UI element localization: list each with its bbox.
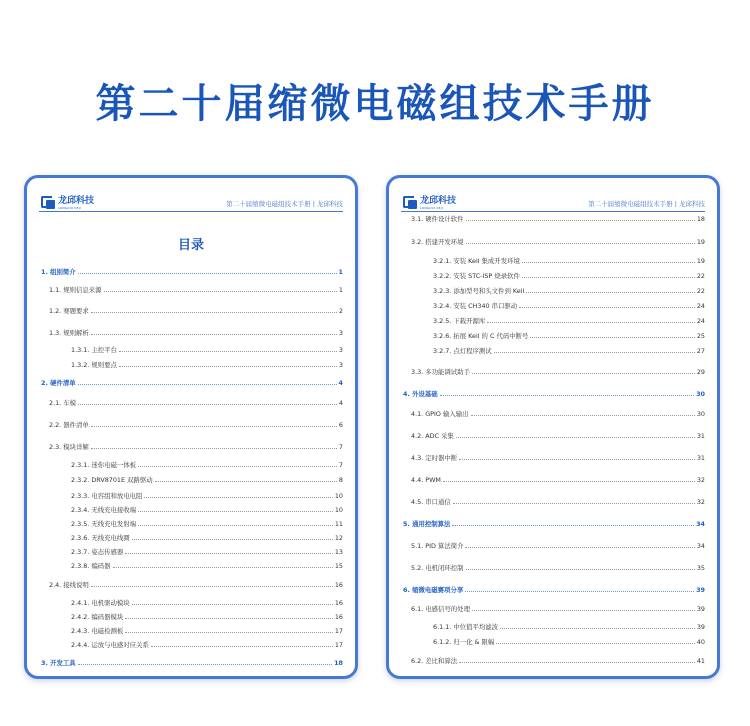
toc-entry[interactable] <box>403 563 705 573</box>
toc-entry-title: 2.2. 器件清单 <box>49 421 89 429</box>
toc-entry-page: 35 <box>696 564 705 572</box>
toc-entry-title: 1.3.1. 主控平台 <box>71 346 117 354</box>
toc-entry[interactable] <box>41 598 343 608</box>
toc-entry-title: 1.3. 规则解析 <box>49 329 89 337</box>
toc-entry[interactable] <box>403 346 705 356</box>
toc-entry[interactable] <box>403 622 705 632</box>
toc-entry-page: 41 <box>696 657 705 665</box>
toc-entry-title: 3.2.7. 点灯程序测试 <box>433 347 492 355</box>
toc-entry-page: 30 <box>696 410 705 418</box>
toc-entry-page: 13 <box>334 548 343 556</box>
toc-entry-page: 16 <box>334 613 343 621</box>
toc-entry-page: 8 <box>338 476 343 484</box>
toc-entry-page: 12 <box>334 534 343 542</box>
toc-entry-title: 4.4. PWM <box>411 476 441 484</box>
toc-entry[interactable] <box>41 378 343 388</box>
toc-entry[interactable] <box>403 389 705 399</box>
toc-entry-page: 3 <box>338 329 343 337</box>
toc-entry[interactable] <box>41 580 343 590</box>
toc-entry-page: 25 <box>696 332 705 340</box>
toc-entry-page: 22 <box>696 272 705 280</box>
logo-text: 龙邱科技 <box>420 195 457 206</box>
toc-entry-title: 2.4. 接线说明 <box>49 581 89 589</box>
toc-entry-title: 1.3.2. 规则要点 <box>71 361 117 369</box>
toc-entry-title: 3.2.2. 安装 STC-ISP 烧录软件 <box>433 272 520 280</box>
dot-leader <box>440 395 694 396</box>
toc-entry-title: 5.2. 电机闭环控制 <box>411 564 464 572</box>
dot-leader <box>466 569 695 570</box>
dot-leader <box>138 511 333 512</box>
toc-entry-title: 2.4.2. 编码器模块 <box>71 613 124 621</box>
toc-entry-title: 2.4.3. 电磁检测板 <box>71 627 124 635</box>
toc-entry[interactable] <box>403 316 705 326</box>
dot-leader <box>151 646 333 647</box>
toc-entry[interactable] <box>41 519 343 529</box>
toc-entry-title: 1. 组别简介 <box>41 268 76 276</box>
toc-entry-title: 3.2.6. 拓展 Keil 的 C 代码中断号 <box>433 332 529 340</box>
dot-leader <box>466 220 695 221</box>
dot-leader <box>472 373 695 374</box>
toc-entry-title: 2. 硬件清单 <box>41 379 76 387</box>
toc-entry-title: 2.3.6. 无线充电线圈 <box>71 534 130 542</box>
toc-entry-page: 24 <box>696 317 705 325</box>
toc-entry-title: 4.5. 串口通信 <box>411 498 451 506</box>
toc-entry[interactable] <box>403 519 705 529</box>
dot-leader <box>519 307 695 308</box>
toc-entry-page: 10 <box>334 506 343 514</box>
toc-entry[interactable] <box>41 460 343 470</box>
dot-leader <box>91 334 337 335</box>
logo-subtext: LONGQIU KEJI <box>58 205 81 210</box>
toc-entry-title: 4.1. GPIO 输入输出 <box>411 410 469 418</box>
toc-entry-title: 6.1.2. 归一化 & 限幅 <box>433 638 495 646</box>
dot-leader <box>91 312 337 313</box>
toc-entry[interactable] <box>41 306 343 316</box>
dot-leader <box>472 610 695 611</box>
dot-leader <box>459 459 695 460</box>
toc-entry-page: 6 <box>338 421 343 429</box>
toc-entry-page: 1 <box>338 268 343 276</box>
toc-entry-title: 2.3.5. 无线充电发射端 <box>71 520 137 528</box>
dot-leader <box>465 547 694 548</box>
toc-entry-title: 2.4.4. 运放与电感对应关系 <box>71 641 149 649</box>
dot-leader <box>496 643 695 644</box>
toc-entry-page: 16 <box>334 581 343 589</box>
dot-leader <box>78 384 337 385</box>
toc-heading: 目录 <box>177 238 204 253</box>
header-caption: 第二十届缩微电磁组技术手册 | 龙邱科技 <box>226 200 343 208</box>
toc-entry-page: 15 <box>334 562 343 570</box>
toc-entry-title: 2.3.4. 无线充电接收端 <box>71 506 137 514</box>
dot-leader <box>138 525 333 526</box>
logo-text: 龙邱科技 <box>58 195 95 206</box>
toc-entry[interactable] <box>41 658 343 668</box>
dot-leader <box>456 437 695 438</box>
toc-entry[interactable] <box>403 431 705 441</box>
toc-entry-page: 3 <box>338 346 343 354</box>
dot-leader <box>465 591 694 592</box>
toc-entry-title: 4.3. 定时器中断 <box>411 454 458 462</box>
toc-list <box>403 178 705 676</box>
toc-entry-title: 2.1. 车模 <box>49 399 77 407</box>
dot-leader <box>104 291 337 292</box>
toc-entry[interactable] <box>41 640 343 650</box>
toc-entry[interactable] <box>403 214 705 224</box>
toc-list <box>41 178 343 676</box>
dot-leader <box>522 262 695 263</box>
dot-leader <box>78 404 337 405</box>
dot-leader <box>526 292 695 293</box>
dot-leader <box>78 273 337 274</box>
toc-entry-page: 31 <box>696 432 705 440</box>
toc-entry-title: 5. 通用控制算法 <box>403 520 451 528</box>
dot-leader <box>119 351 337 352</box>
toc-entry[interactable] <box>403 301 705 311</box>
toc-entry-title: 2.3. 模块详解 <box>49 443 89 451</box>
toc-entry-page: 2 <box>338 307 343 315</box>
toc-entry-page: 11 <box>334 520 343 528</box>
toc-entry-page: 29 <box>696 368 705 376</box>
toc-entry[interactable] <box>41 491 343 501</box>
toc-entry-title: 5.1. PID 算法简介 <box>411 542 464 550</box>
toc-entry[interactable] <box>403 409 705 419</box>
logo-subtext: LONGQIU KEJI <box>420 205 443 210</box>
toc-entry[interactable] <box>41 612 343 622</box>
toc-entry-page: 24 <box>696 302 705 310</box>
toc-entry-title: 3.3. 多功能调试助手 <box>411 368 470 376</box>
toc-entry-title: 2.3.8. 编码器 <box>71 562 111 570</box>
toc-entry[interactable] <box>41 267 343 277</box>
toc-entry-page: 32 <box>696 498 705 506</box>
dot-leader <box>78 664 332 665</box>
toc-page-right <box>386 175 720 679</box>
toc-entry-title: 2.3.3. 电容组和放电电阻 <box>71 492 143 500</box>
dot-leader <box>155 481 337 482</box>
dot-leader <box>125 618 333 619</box>
dot-leader <box>459 662 695 663</box>
toc-entry[interactable] <box>403 237 705 247</box>
dot-leader <box>452 525 694 526</box>
dot-leader <box>530 337 694 338</box>
dot-leader <box>125 553 333 554</box>
toc-entry-page: 34 <box>696 520 705 528</box>
dot-leader <box>500 628 695 629</box>
toc-entry-title: 3.2.5. 下载开源库 <box>433 317 486 325</box>
toc-entry-page: 31 <box>696 454 705 462</box>
dot-leader <box>144 497 332 498</box>
toc-entry[interactable] <box>403 497 705 507</box>
toc-entry-title: 6.1. 电感信号的处理 <box>411 605 470 613</box>
dot-leader <box>494 352 695 353</box>
toc-entry-page: 4 <box>338 399 343 407</box>
toc-entry-title: 4. 外设基础 <box>403 390 438 398</box>
toc-entry-page: 18 <box>696 215 705 223</box>
toc-entry-title: 3.2.4. 安装 CH340 串口驱动 <box>433 302 518 310</box>
dot-leader <box>119 366 337 367</box>
toc-entry[interactable] <box>41 345 343 355</box>
toc-entry-page: 32 <box>696 476 705 484</box>
toc-entry-page: 30 <box>696 390 705 398</box>
toc-entry[interactable] <box>403 331 705 341</box>
toc-entry-page: 27 <box>696 347 705 355</box>
dot-leader <box>91 448 337 449</box>
toc-entry-title: 1.2. 赛题要求 <box>49 307 89 315</box>
toc-entry-page: 3 <box>338 361 343 369</box>
toc-entry-page: 4 <box>338 379 343 387</box>
toc-page-left <box>24 175 358 679</box>
dot-leader <box>453 503 695 504</box>
toc-entry-title: 2.3.2. DRV8701E 双路驱动 <box>71 476 153 484</box>
dot-leader <box>125 632 333 633</box>
toc-entry[interactable] <box>403 475 705 485</box>
dot-leader <box>91 426 337 427</box>
toc-entry-title: 1.1. 规则信息来源 <box>49 286 102 294</box>
toc-entry[interactable] <box>41 547 343 557</box>
toc-entry[interactable] <box>403 585 705 595</box>
toc-entry[interactable] <box>403 286 705 296</box>
dot-leader <box>132 539 333 540</box>
toc-entry[interactable] <box>41 442 343 452</box>
toc-entry-title: 3.2.1. 安装 Keil 集成开发环境 <box>433 257 520 265</box>
toc-entry-page: 40 <box>696 638 705 646</box>
toc-entry[interactable] <box>41 420 343 430</box>
toc-entry-page: 39 <box>696 605 705 613</box>
document-title: 第二十届缩微电磁组技术手册 <box>95 81 655 127</box>
toc-entry-title: 2.3.1. 迷你电磁一体板 <box>71 461 137 469</box>
dot-leader <box>138 466 337 467</box>
toc-entry-page: 17 <box>334 641 343 649</box>
toc-entry[interactable] <box>41 626 343 636</box>
dot-leader <box>91 586 333 587</box>
dot-leader <box>443 481 695 482</box>
toc-entry[interactable] <box>403 256 705 266</box>
toc-entry-page: 10 <box>334 492 343 500</box>
toc-entry-title: 2.4.1. 电机驱动模块 <box>71 599 130 607</box>
toc-entry[interactable] <box>403 271 705 281</box>
dot-leader <box>522 277 695 278</box>
toc-entry-title: 3.2. 搭建开发环境 <box>411 238 464 246</box>
toc-entry[interactable] <box>41 533 343 543</box>
toc-entry-title: 6. 缩微电磁赛项分享 <box>403 586 464 594</box>
dot-leader <box>471 415 695 416</box>
toc-entry-page: 16 <box>334 599 343 607</box>
toc-entry[interactable] <box>41 398 343 408</box>
toc-entry[interactable] <box>41 328 343 338</box>
toc-entry-title: 6.1.1. 中位值平均滤波 <box>433 623 499 631</box>
toc-entry[interactable] <box>403 541 705 551</box>
toc-entry-page: 22 <box>696 287 705 295</box>
toc-entry-title: 3.2.3. 添加型号和头文件到 Keil <box>433 287 525 295</box>
toc-entry-page: 7 <box>338 461 343 469</box>
toc-entry[interactable] <box>41 561 343 571</box>
toc-entry-page: 39 <box>696 586 705 594</box>
toc-entry-page: 19 <box>696 257 705 265</box>
dot-leader <box>466 243 695 244</box>
toc-entry[interactable] <box>403 453 705 463</box>
toc-entry[interactable] <box>403 604 705 614</box>
toc-entry[interactable] <box>403 637 705 647</box>
toc-entry-page: 39 <box>696 623 705 631</box>
toc-entry[interactable] <box>41 285 343 295</box>
header-caption: 第二十届缩微电磁组技术手册 | 龙邱科技 <box>588 200 705 208</box>
dot-leader <box>132 604 333 605</box>
toc-entry-page: 7 <box>338 443 343 451</box>
toc-entry-page: 34 <box>696 542 705 550</box>
toc-entry[interactable] <box>41 475 343 485</box>
toc-entry-title: 2.3.7. 姿态传感器 <box>71 548 124 556</box>
toc-entry-page: 19 <box>696 238 705 246</box>
toc-entry-page: 18 <box>334 659 343 667</box>
dot-leader <box>113 567 333 568</box>
toc-entry[interactable] <box>41 360 343 370</box>
toc-entry-title: 4.2. ADC 采集 <box>411 432 454 440</box>
toc-entry-title: 3.1. 硬件设计软件 <box>411 215 464 223</box>
toc-entry-title: 3. 开发工具 <box>41 659 76 667</box>
toc-entry[interactable] <box>403 656 705 666</box>
toc-entry-page: 17 <box>334 627 343 635</box>
toc-entry[interactable] <box>403 367 705 377</box>
toc-entry-page: 1 <box>338 286 343 294</box>
toc-entry-title: 6.2. 差比和算法 <box>411 657 458 665</box>
toc-entry[interactable] <box>41 505 343 515</box>
dot-leader <box>487 322 695 323</box>
